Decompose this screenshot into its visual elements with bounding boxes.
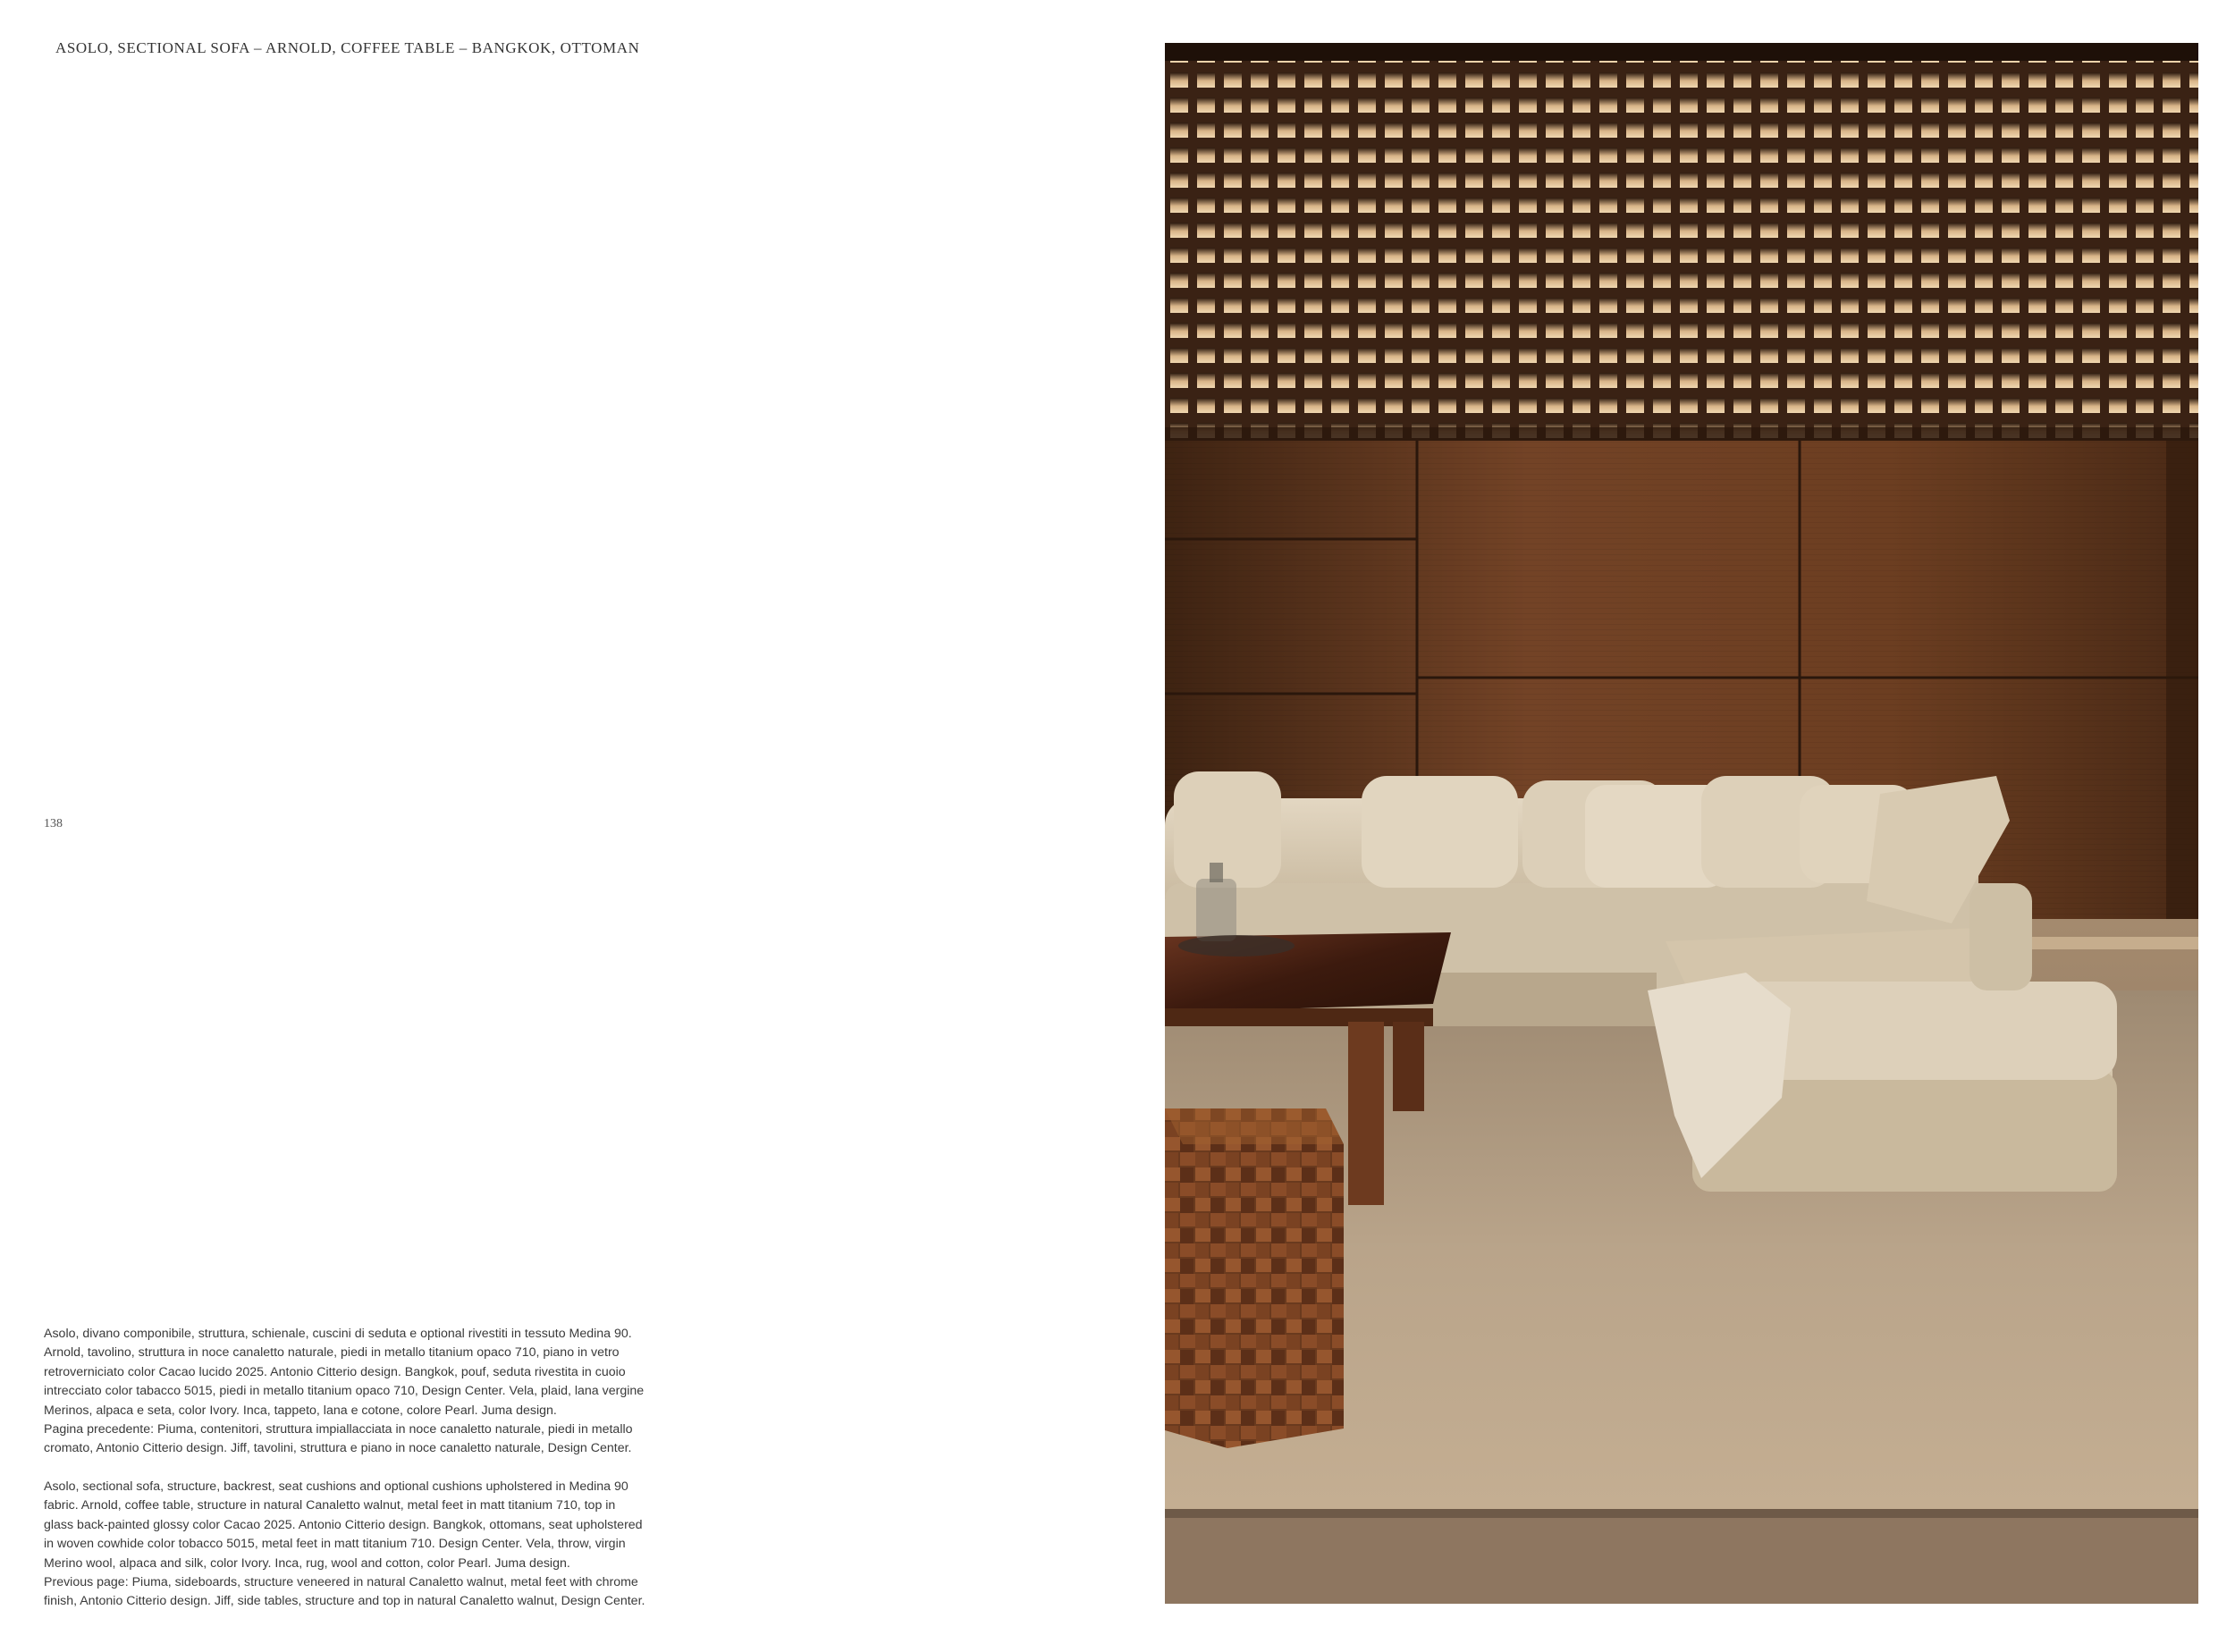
caption-line: Previous page: Piuma, sideboards, structure veneered in natural Canaletto walnut, metal feet with chrome xyxy=(44,1575,638,1590)
caption-italian xyxy=(44,1325,705,1459)
caption-line: Arnold, tavolino, struttura in noce canaletto naturale, piedi in metallo titanium opaco 710, piano in vetro xyxy=(44,1345,620,1361)
page-title: ASOLO, SECTIONAL SOFA – ARNOLD, COFFEE TABLE – BANGKOK, OTTOMAN xyxy=(55,39,640,56)
caption-line: cromato, Antonio Citterio design. Jiff, tavolini, struttura e piano in noce canaletto naturale, Design Center. xyxy=(44,1441,632,1456)
caption-line: retroverniciato color Cacao lucido 2025. Antonio Citterio design. Bangkok, pouf, seduta rivestita in cuoio xyxy=(44,1364,626,1379)
caption-line: Merino wool, alpaca and silk, color Ivory. Inca, rug, wool and cotton, color Pearl. Juma design. xyxy=(44,1555,570,1571)
page-number: 138 xyxy=(44,817,63,830)
caption-line: in woven cowhide color tobacco 5015, metal feet in matt titanium 710. Design Center. Vela, throw, virgin xyxy=(44,1537,626,1552)
caption-line: Asolo, sectional sofa, structure, backrest, seat cushions and optional cushions upholstered in Medina 90 xyxy=(44,1479,628,1494)
caption-line: fabric. Arnold, coffee table, structure in natural Canaletto walnut, metal feet in matt titanium 710, top in xyxy=(44,1498,616,1513)
coffered-ceiling xyxy=(1165,43,2198,445)
caption-line: finish, Antonio Citterio design. Jiff, side tables, structure and top in natural Canaletto walnut, Design Center. xyxy=(44,1594,645,1609)
caption-line: Merinos, alpaca e seta, color Ivory. Inca, tappeto, lana e cotone, colore Pearl. Juma design. xyxy=(44,1403,557,1418)
interior-photo xyxy=(1165,43,2198,1604)
caption-line: Asolo, divano componibile, struttura, schienale, cuscini di seduta e optional rivestiti in tessuto Medina 90. xyxy=(44,1327,632,1341)
woven-ottoman xyxy=(1165,1108,1344,1448)
caption-line: intrecciato color tabacco 5015, piedi in metallo titanium opaco 710, Design Center. Vela, plaid, lana vergine xyxy=(44,1384,645,1399)
caption-line: Pagina precedente: Piuma, contenitori, struttura impiallacciata in noce canaletto naturale, piedi in metallo xyxy=(44,1422,633,1437)
caption-english xyxy=(44,1478,705,1612)
caption-line: glass back-painted glossy color Cacao 2025. Antonio Citterio design. Bangkok, ottomans, seat upholstered xyxy=(44,1517,643,1532)
